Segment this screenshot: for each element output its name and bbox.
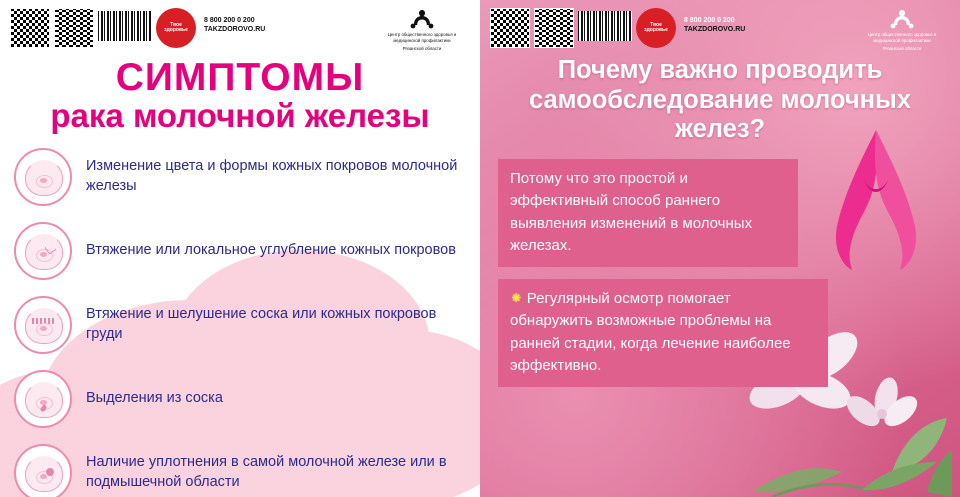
- hotline-site[interactable]: TAKZDOROVO.RU: [684, 26, 746, 34]
- breast-color-change-icon: [14, 148, 72, 206]
- barcode-icon: [578, 11, 632, 41]
- qr-code-icon[interactable]: [490, 8, 530, 48]
- hotline-site[interactable]: TAKZDOROVO.RU: [204, 26, 266, 34]
- hotline-phone: 8 800 200 0 200: [684, 17, 735, 24]
- list-item: [14, 370, 466, 428]
- list-item-label: Втяжение или локальное углубление кожных покровов: [86, 241, 456, 258]
- header-codes-group: [10, 8, 265, 48]
- page-title-line-1: СИМПТОМЫ: [115, 56, 365, 99]
- org-region: Рязанской области: [402, 45, 442, 51]
- list-item-label: Изменение цвета и формы кожных покровов молочной железы: [86, 158, 458, 194]
- org-name: Центр общественного здоровья и медицинской профилактики: [387, 32, 457, 43]
- header-codes-group: [490, 8, 745, 48]
- health-center-logo-icon: [889, 8, 915, 30]
- page-title-line-2: рака молочной железы: [50, 97, 430, 134]
- health-center-logo-icon: [409, 8, 435, 30]
- list-item: [14, 148, 466, 206]
- left-title-block: [0, 58, 480, 134]
- statement-card-2: [498, 279, 828, 387]
- symptom-list: [0, 148, 480, 497]
- list-item-label: Втяжение и шелушение соска или кожных покровов груди: [86, 306, 437, 342]
- takzdorovo-badge-icon: [636, 8, 676, 48]
- hotline-block: [684, 16, 745, 34]
- barcode-icon: [98, 11, 152, 41]
- list-item: [14, 296, 466, 354]
- poster-self-exam: [480, 0, 960, 497]
- breast-nipple-flaking-icon: [14, 296, 72, 354]
- list-item-label: Наличие уплотнения в самой молочной железе или в подмышечной области: [86, 454, 447, 490]
- badge-line-2: здоровье: [164, 27, 188, 33]
- org-logo-block: [854, 8, 950, 51]
- list-item: [14, 222, 466, 280]
- qr-code-icon[interactable]: [534, 8, 574, 48]
- badge-line-1: Твое: [650, 21, 662, 28]
- qr-code-icon[interactable]: [10, 8, 50, 48]
- org-region: Рязанской области: [882, 45, 922, 51]
- statement-card-1: [498, 159, 798, 267]
- org-name: Центр общественного здоровья и медицинской профилактики: [867, 32, 937, 43]
- list-item: [14, 444, 466, 497]
- list-item-label: Выделения из соска: [86, 389, 223, 406]
- hotline-block: [204, 16, 265, 34]
- right-poster-header: [480, 0, 960, 52]
- statement-text-1: Потому что это простой и эффективный способ раннего выявления изменений в молочных железах.: [510, 169, 753, 255]
- breast-dimpling-icon: [14, 222, 72, 280]
- breast-nipple-discharge-icon: [14, 370, 72, 428]
- badge-line-2: здоровье: [644, 27, 668, 33]
- takzdorovo-badge-icon: [156, 8, 196, 48]
- qr-code-icon[interactable]: [54, 8, 94, 48]
- breast-lump-icon: [14, 444, 72, 497]
- statement-accent-mark: ⁕: [510, 289, 523, 307]
- statement-text-2: Регулярный осмотр помогает обнаружить возможные проблемы на ранней стадии, когда лечение наиболее эффективно.: [510, 289, 791, 375]
- page-title: Почему важно проводить самообследование молочных желез?: [528, 56, 912, 144]
- left-poster-header: [0, 0, 480, 52]
- badge-line-1: Твое: [170, 21, 182, 28]
- org-logo-block: [374, 8, 470, 51]
- hotline-phone: 8 800 200 0 200: [204, 17, 255, 24]
